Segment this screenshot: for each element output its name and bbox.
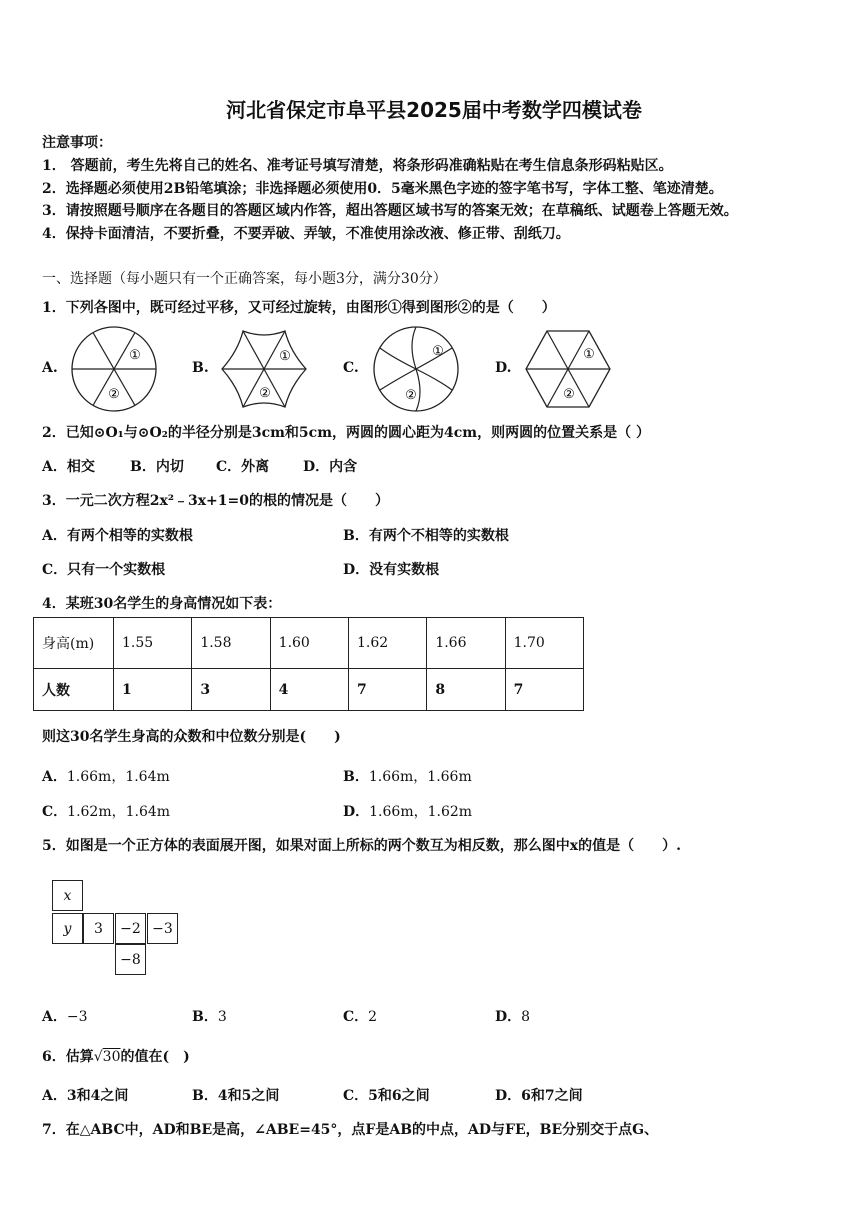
mark-2: ② [259, 386, 271, 401]
table-cell: 4 [270, 669, 348, 711]
question-6-stem [42, 1046, 190, 1066]
q5-option-b [192, 1006, 227, 1026]
stem-suffix: 的值在( ) [120, 1049, 190, 1065]
q4-option-b [343, 766, 472, 786]
option-text: 8 [521, 1009, 531, 1025]
option-letter: A． [42, 1009, 67, 1025]
table-cell: 1.60 [270, 618, 348, 669]
q1-figure-a [66, 325, 162, 413]
q4-option-d [343, 801, 472, 821]
question-7-stem: 7．在△ABC中，AD和BE是高，∠ABE=45°，点F是AB的中点，AD与FE，BE分别交于点G、 [42, 1122, 659, 1138]
q2-option-d: D．内含 [303, 459, 358, 475]
table-row [34, 669, 584, 711]
q1-figure-d [520, 325, 616, 413]
net-cell: −3 [147, 913, 178, 944]
question-3-stem: 3．一元二次方程2x²﹣3x+1=0的根的情况是（ ） [42, 493, 389, 509]
table-row-label: 人数 [34, 669, 114, 711]
q6-option-d: D．6和7之间 [495, 1088, 583, 1104]
notice-item: 4．保持卡面清洁，不要折叠，不要弄破、弄皱，不准使用涂改液、修正带、刮纸刀。 [42, 226, 570, 242]
option-text: 1.62m，1.64m [67, 804, 171, 820]
net-cell: −2 [115, 913, 146, 944]
option-letter: D． [343, 804, 370, 820]
q2-option-b: B．内切 [130, 459, 184, 475]
table-cell: 7 [348, 669, 426, 711]
q1-figure-b [216, 325, 312, 413]
table-cell: 3 [192, 669, 270, 711]
cube-net [52, 880, 182, 980]
q6-option-a: A．3和4之间 [42, 1088, 129, 1104]
table-cell: 1.70 [505, 618, 583, 669]
mark-1: ① [583, 347, 595, 362]
table-row [34, 618, 584, 669]
notice-item: 3．请按照题号顺序在各题目的答题区域内作答，超出答题区域书写的答案无效；在草稿纸、试题卷上答题无效。 [42, 203, 738, 219]
stem-prefix: 6．估算 [42, 1049, 94, 1065]
option-letter: B． [343, 769, 369, 785]
radicand: 30 [102, 1049, 121, 1065]
question-2-stem: 2．已知⊙O₁与⊙O₂的半径分别是3cm和5cm，两圆的圆心距为4cm，则两圆的位置关系是（ ） [42, 425, 650, 441]
table-cell: 1.62 [348, 618, 426, 669]
q1-option-c-label: C. [343, 360, 359, 376]
option-text: 2 [368, 1009, 378, 1025]
option-letter: D． [495, 1009, 522, 1025]
table-cell: 7 [505, 669, 583, 711]
table-row-label: 身高(m) [34, 618, 114, 669]
table-cell: 1 [114, 669, 192, 711]
net-cell-x: x [52, 880, 83, 911]
page-title: 河北省保定市阜平县2025届中考数学四模试卷 [226, 98, 642, 122]
q5-option-a [42, 1006, 88, 1026]
sqrt-symbol: √30 [93, 1049, 121, 1065]
q3-option-a: A．有两个相等的实数根 [42, 528, 193, 544]
mark-1: ① [129, 348, 141, 363]
mark-2: ② [108, 387, 120, 402]
option-letter: A． [42, 769, 67, 785]
notice-heading: 注意事项： [42, 135, 112, 151]
mark-1: ① [432, 344, 444, 359]
q1-option-b-label: B. [192, 360, 209, 376]
option-text: 1.66m，1.64m [66, 769, 170, 785]
option-text: 3 [217, 1009, 227, 1025]
q2-option-c: C．外离 [216, 459, 270, 475]
q1-option-a-label: A. [42, 360, 58, 376]
mark-2: ② [405, 388, 417, 403]
q1-option-d-label: D. [495, 360, 512, 376]
q4-option-c [42, 801, 170, 821]
net-cell: 3 [83, 913, 114, 944]
option-letter: C． [343, 1009, 369, 1025]
q1-figure-c [368, 325, 464, 413]
option-letter: B． [192, 1009, 218, 1025]
mark-2: ② [563, 387, 575, 402]
question-4-prompt: 则这30名学生身高的众数和中位数分别是( ) [42, 729, 341, 745]
table-cell: 1.58 [192, 618, 270, 669]
mark-1: ① [279, 349, 291, 364]
net-cell-y: y [52, 913, 83, 944]
q5-option-d [495, 1006, 530, 1026]
q4-option-a [42, 766, 170, 786]
option-letter: C． [42, 804, 68, 820]
question-4-stem: 4．某班30名学生的身高情况如下表： [42, 596, 282, 612]
option-text: −3 [66, 1009, 88, 1025]
table-cell: 8 [427, 669, 505, 711]
q2-option-a: A．相交 [42, 459, 95, 475]
net-cell: −8 [115, 944, 146, 975]
option-text: 1.66m，1.66m [368, 769, 472, 785]
q3-option-b: B．有两个不相等的实数根 [343, 528, 509, 544]
q3-option-d: D．没有实数根 [343, 562, 440, 578]
question-1-stem: 1．下列各图中，既可经过平移，又可经过旋转，由图形①得到图形②的是（ ） [42, 300, 556, 316]
notice-item: 1． 答题前，考生先将自己的姓名、准考证号填写清楚，将条形码准确粘贴在考生信息条形码粘贴区。 [42, 158, 673, 174]
question-5-stem: 5．如图是一个正方体的表面展开图，如果对面上所标的两个数互为相反数，那么图中x的值是（ ）. [42, 838, 681, 854]
q6-option-c: C．5和6之间 [343, 1088, 430, 1104]
q5-option-c [343, 1006, 377, 1026]
q3-option-c: C．只有一个实数根 [42, 562, 166, 578]
table-cell: 1.66 [427, 618, 505, 669]
height-table [33, 617, 584, 711]
table-cell: 1.55 [114, 618, 192, 669]
notice-item: 2．选择题必须使用2B铅笔填涂；非选择题必须使用0．5毫米黑色字迹的签字笔书写，字体工整、笔迹清楚。 [42, 181, 723, 197]
section-heading: 一、选择题（每小题只有一个正确答案，每小题3分，满分30分） [42, 271, 447, 287]
q6-option-b: B．4和5之间 [192, 1088, 280, 1104]
option-text: 1.66m，1.62m [369, 804, 473, 820]
